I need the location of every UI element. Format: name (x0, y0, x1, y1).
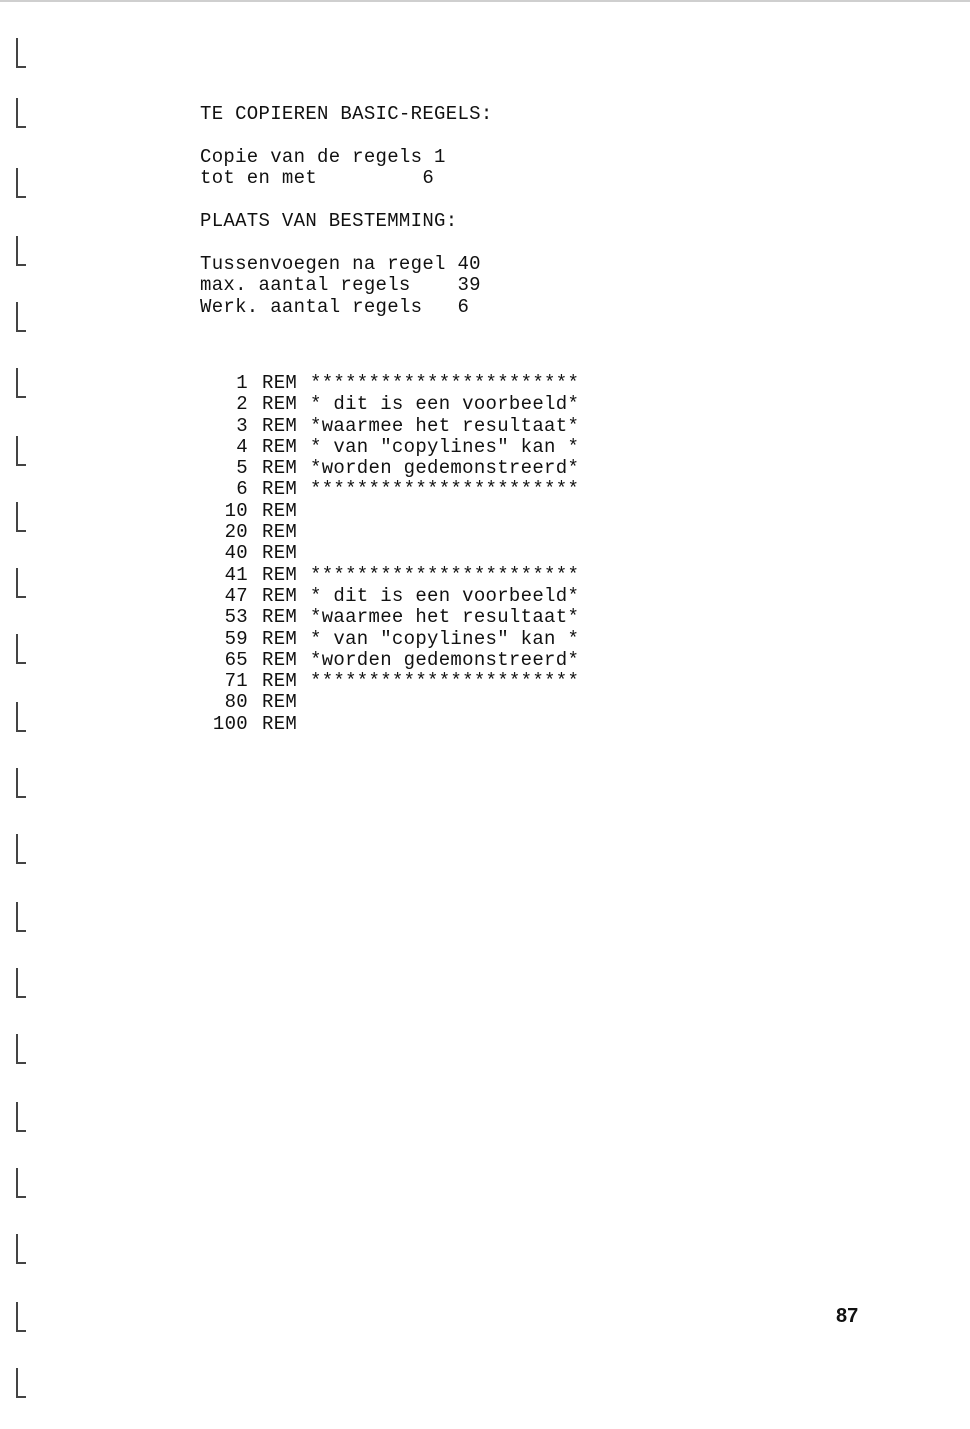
rem-keyword: REM (262, 584, 298, 607)
rem-text: *********************** (310, 372, 580, 394)
line-number: 41 (224, 563, 248, 586)
listing-row (200, 522, 579, 543)
binding-mark (16, 502, 18, 532)
line-number: 47 (224, 584, 248, 607)
line-number: 53 (224, 606, 248, 629)
listing-row (200, 416, 579, 437)
line-number: 20 (224, 521, 248, 544)
listing-row (200, 565, 579, 586)
binding-mark (16, 968, 18, 998)
line-number: 3 (236, 414, 248, 437)
rem-keyword: REM (262, 691, 298, 714)
page-top-edge (0, 0, 970, 2)
listing-row (200, 629, 579, 650)
binding-mark (16, 302, 18, 332)
rem-text: *worden gedemonstreerd* (310, 457, 580, 480)
binding-mark (16, 168, 18, 198)
rem-keyword: REM (262, 414, 298, 437)
binding-mark (16, 1168, 18, 1198)
binding-mark (16, 902, 18, 932)
rem-keyword: REM (262, 521, 298, 544)
copy-from-label: Copie van de regels (200, 146, 423, 168)
line-number: 6 (236, 478, 248, 501)
ring-binding-margin (0, 0, 40, 1429)
line-number: 5 (236, 457, 248, 480)
binding-mark (16, 768, 18, 798)
rem-text: * dit is een voorbeeld* (310, 393, 580, 416)
binding-mark (16, 1034, 18, 1064)
listing-row (200, 479, 579, 500)
line-number: 80 (224, 691, 248, 714)
binding-mark (16, 436, 18, 466)
rem-keyword: REM (262, 670, 298, 693)
rem-text: *worden gedemonstreerd* (310, 648, 580, 671)
rem-text: *********************** (310, 478, 580, 501)
listing-row (200, 543, 579, 564)
copy-from-value: 1 (434, 146, 446, 168)
binding-mark (16, 368, 18, 398)
rem-text: *waarmee het resultaat* (310, 606, 580, 629)
actual-lines-label: Werk. aantal regels (200, 295, 423, 318)
binding-mark (16, 834, 18, 864)
rem-keyword: REM (262, 563, 298, 586)
max-lines-value: 39 (457, 274, 481, 297)
actual-lines-value: 6 (457, 295, 470, 318)
rem-keyword: REM (262, 606, 298, 629)
rem-text: * dit is een voorbeeld* (310, 584, 580, 607)
listing-row (200, 714, 579, 735)
listing-row (200, 586, 579, 607)
destination-block (200, 254, 481, 318)
destination-heading: PLAATS VAN BESTEMMING: (200, 210, 458, 232)
copy-to-label: tot en met (200, 167, 318, 190)
binding-mark (16, 38, 18, 68)
listing-row (200, 607, 579, 628)
line-number: 1 (236, 372, 248, 394)
binding-mark (16, 634, 18, 664)
basic-listing (200, 373, 579, 735)
listing-row (200, 458, 579, 479)
rem-keyword: REM (262, 457, 298, 480)
page-number: 87 (836, 1305, 859, 1327)
rem-keyword: REM (262, 627, 298, 650)
listing-row (200, 394, 579, 415)
listing-row (200, 437, 579, 458)
listing-row (200, 671, 579, 692)
binding-mark (16, 1234, 18, 1264)
copy-section-heading: TE COPIEREN BASIC-REGELS: (200, 103, 493, 125)
rem-keyword: REM (262, 478, 298, 501)
listing-row (200, 501, 579, 522)
binding-mark (16, 702, 18, 732)
binding-mark (16, 98, 18, 128)
line-number: 40 (224, 542, 248, 565)
binding-mark (16, 1302, 18, 1332)
line-number: 59 (224, 627, 248, 650)
binding-mark (16, 568, 18, 598)
line-number: 4 (236, 435, 248, 458)
rem-keyword: REM (262, 542, 298, 565)
binding-mark (16, 236, 18, 266)
rem-text: * van "copylines" kan * (310, 627, 580, 650)
insert-label: Tussenvoegen na regel (200, 253, 446, 275)
line-number: 71 (224, 670, 248, 693)
line-number: 2 (236, 393, 248, 416)
rem-text: *********************** (310, 563, 580, 586)
rem-text: *********************** (310, 670, 580, 693)
listing-row (200, 692, 579, 713)
rem-text: *waarmee het resultaat* (310, 414, 580, 437)
rem-text: * van "copylines" kan * (310, 435, 580, 458)
rem-keyword: REM (262, 372, 298, 394)
rem-keyword: REM (262, 499, 298, 522)
rem-keyword: REM (262, 712, 298, 735)
binding-mark (16, 1368, 18, 1398)
copy-range-block (200, 147, 446, 190)
rem-keyword: REM (262, 435, 298, 458)
line-number: 65 (224, 648, 248, 671)
rem-keyword: REM (262, 648, 298, 671)
listing-row (200, 373, 579, 394)
binding-mark (16, 1102, 18, 1132)
copy-to-value: 6 (422, 167, 435, 190)
max-lines-label: max. aantal regels (200, 274, 411, 297)
listing-row (200, 650, 579, 671)
rem-keyword: REM (262, 393, 298, 416)
line-number: 10 (224, 499, 248, 522)
line-number: 100 (212, 712, 248, 735)
insert-value: 40 (457, 253, 481, 275)
